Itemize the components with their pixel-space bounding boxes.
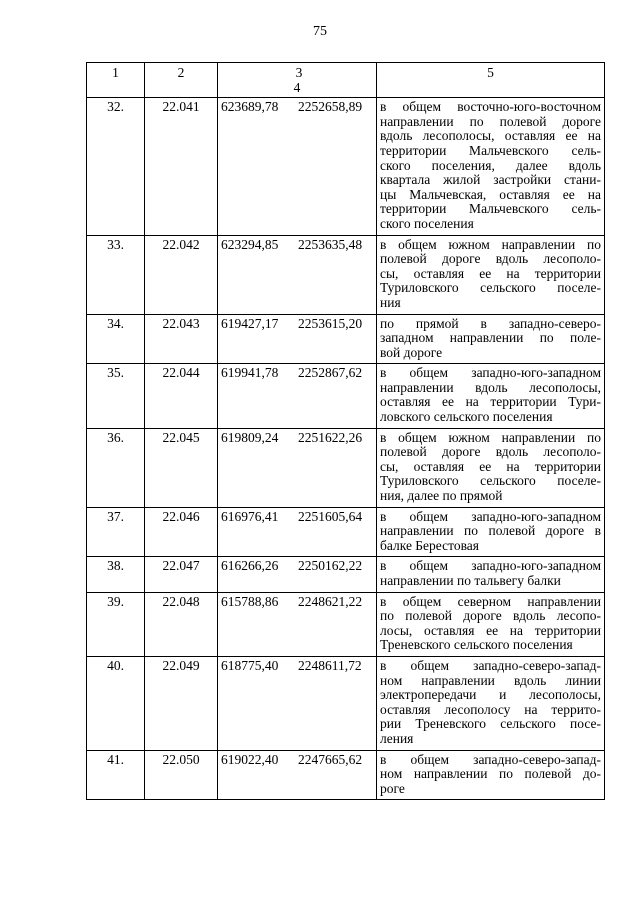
coordinate-y: 2248621,22 <box>298 593 363 609</box>
description-line: вдоль лесополосы, оставляя ее на <box>380 128 601 144</box>
description-line: в общем западно-юго-западном <box>380 508 601 524</box>
description-line: направлении по полевой дороге в <box>380 523 601 539</box>
description-line: по прямой в западно-северо- <box>380 315 601 331</box>
coordinate-x: 618775,40 <box>221 657 279 673</box>
description-line: квартала жилой застройки стани- <box>380 172 601 188</box>
coordinate-y: 2252658,89 <box>298 99 363 115</box>
boundary-description <box>377 98 605 235</box>
description-line: в общем северном направлении <box>380 593 601 609</box>
description-line: территории Мальчевского сель- <box>380 201 601 217</box>
point-id: 22.042 <box>145 235 218 314</box>
coordinates-cell <box>218 235 377 314</box>
boundary-description <box>377 364 605 428</box>
row-number: 40. <box>87 656 145 750</box>
point-id: 22.043 <box>145 314 218 364</box>
description-line: Туриловского сельского поселе- <box>380 280 601 296</box>
description-line: ловского сельского поселения <box>380 409 553 425</box>
point-id: 22.044 <box>145 364 218 428</box>
description-line: в общем западно-юго-западном <box>380 558 601 574</box>
description-line: по полевой дороге вдоль лесопо- <box>380 608 601 624</box>
description-line: рии Треневского сельского посе- <box>380 716 601 732</box>
description-line: роге <box>380 780 405 796</box>
table-row <box>87 557 605 592</box>
description-line: ского поселения <box>380 215 474 231</box>
description-line: полевой дороге вдоль лесополо- <box>380 444 601 460</box>
coordinate-x: 619022,40 <box>221 751 279 767</box>
header-col-3: 3 <box>295 65 303 80</box>
coordinate-x: 623689,78 <box>221 99 279 115</box>
description-line: территории Мальчевского сель- <box>380 142 601 158</box>
description-line: электропередачи и лесополосы, <box>380 687 601 703</box>
coordinate-y: 2247665,62 <box>298 751 363 767</box>
description-line: сы, оставляя ее на территории <box>380 458 601 474</box>
row-number: 39. <box>87 592 145 656</box>
coordinates-cell <box>218 364 377 428</box>
table-body <box>87 98 605 800</box>
row-number: 35. <box>87 364 145 428</box>
point-id: 22.050 <box>145 750 218 800</box>
description-line: оставляя лесополосу на террито- <box>380 701 601 717</box>
boundary-description <box>377 557 605 592</box>
boundary-description <box>377 507 605 557</box>
point-id: 22.049 <box>145 656 218 750</box>
coordinates-cell <box>218 557 377 592</box>
header-col-3-4 <box>218 63 377 98</box>
coordinates-cell <box>218 507 377 557</box>
description-line: полевой дороге вдоль лесополо- <box>380 251 601 267</box>
description-line: ном направлении по полевой до- <box>380 766 601 782</box>
coordinate-x: 619427,17 <box>221 315 279 331</box>
coordinate-x: 615788,86 <box>221 593 279 609</box>
boundary-description <box>377 592 605 656</box>
row-number: 41. <box>87 750 145 800</box>
description-line: ния <box>380 294 401 310</box>
point-id: 22.046 <box>145 507 218 557</box>
header-col-5: 5 <box>377 63 605 98</box>
row-number: 34. <box>87 314 145 364</box>
description-line: ского поселения, далее вдоль <box>380 157 601 173</box>
description-line: Туриловского сельского поселе- <box>380 473 601 489</box>
coordinate-x: 616976,41 <box>221 508 279 524</box>
description-line: направлении по полевой дороге <box>380 113 601 129</box>
row-number: 36. <box>87 428 145 507</box>
description-line: лосы, оставляя ее на территории <box>380 622 601 638</box>
coordinate-x: 616266,26 <box>221 558 279 574</box>
coordinate-y: 2252867,62 <box>298 365 363 381</box>
description-line: оставляя ее на территории Тури- <box>380 394 601 410</box>
boundary-description <box>377 656 605 750</box>
description-line: в общем южном направлении по <box>380 429 601 445</box>
table-row <box>87 750 605 800</box>
boundary-description <box>377 428 605 507</box>
header-col-2: 2 <box>145 63 218 98</box>
coordinates-cell <box>218 656 377 750</box>
coordinate-y: 2253635,48 <box>298 236 363 252</box>
header-col-4: 4 <box>293 79 301 95</box>
description-line: цы Мальчевская, оставляя ее на <box>380 186 601 202</box>
coordinate-x: 623294,85 <box>221 236 279 252</box>
table-row <box>87 235 605 314</box>
point-id: 22.047 <box>145 557 218 592</box>
point-id: 22.041 <box>145 98 218 235</box>
header-col-1: 1 <box>87 63 145 98</box>
coordinates-cell <box>218 98 377 235</box>
coordinate-y: 2250162,22 <box>298 558 363 574</box>
table-row <box>87 314 605 364</box>
table-row <box>87 592 605 656</box>
description-line: в общем западно-юго-западном <box>380 365 601 381</box>
coordinates-cell <box>218 750 377 800</box>
coordinates-cell <box>218 314 377 364</box>
coordinate-y: 2253615,20 <box>298 315 363 331</box>
table-row <box>87 507 605 557</box>
point-id: 22.045 <box>145 428 218 507</box>
table-header <box>87 63 605 98</box>
coordinates-cell <box>218 428 377 507</box>
coordinate-y: 2251622,26 <box>298 429 363 445</box>
coordinate-y: 2251605,64 <box>298 508 363 524</box>
point-id: 22.048 <box>145 592 218 656</box>
boundary-description <box>377 750 605 800</box>
description-line: западном направлении по поле- <box>380 330 601 346</box>
description-line: в общем восточно-юго-восточном <box>380 99 601 115</box>
page-number: 75 <box>313 24 327 39</box>
boundary-table <box>86 62 605 800</box>
description-line: в общем южном направлении по <box>380 236 601 252</box>
row-number: 37. <box>87 507 145 557</box>
table-row <box>87 656 605 750</box>
table-row <box>87 364 605 428</box>
coordinates-cell <box>218 592 377 656</box>
description-line: ления <box>380 730 414 746</box>
description-line: направлении по тальвегу балки <box>380 573 561 588</box>
description-line: сы, оставляя ее на территории <box>380 265 601 281</box>
boundary-description <box>377 235 605 314</box>
row-number: 38. <box>87 557 145 592</box>
description-line: ния, далее по прямой <box>380 488 503 504</box>
boundary-description <box>377 314 605 364</box>
description-line: в общем западно-северо-запад- <box>380 657 601 673</box>
description-line: направлении вдоль лесополосы, <box>380 379 601 395</box>
description-line: вой дороге <box>380 344 443 360</box>
table-row <box>87 98 605 235</box>
description-line: балке Берестовая <box>380 537 479 553</box>
description-line: в общем западно-северо-запад- <box>380 751 601 767</box>
coordinate-x: 619941,78 <box>221 365 279 381</box>
table-row <box>87 428 605 507</box>
description-line: ном направлении вдоль линии <box>380 672 601 688</box>
header-row <box>87 63 605 98</box>
coordinate-y: 2248611,72 <box>298 657 362 673</box>
row-number: 32. <box>87 98 145 235</box>
coordinate-x: 619809,24 <box>221 429 279 445</box>
description-line: Треневского сельского поселения <box>380 637 573 653</box>
row-number: 33. <box>87 235 145 314</box>
